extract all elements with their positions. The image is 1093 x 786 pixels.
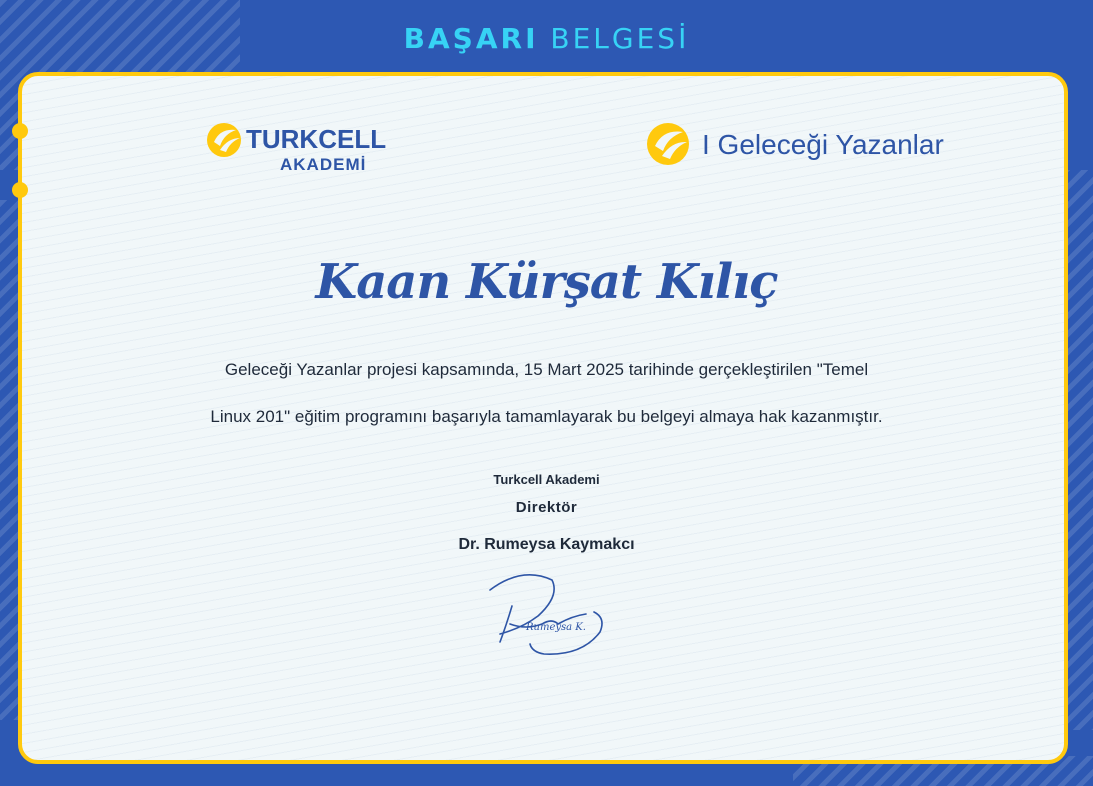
certificate-heading — [0, 22, 1093, 55]
signature-scribble-text: Rumeysa K. — [526, 622, 586, 633]
description-line-2: Linux 201" eğitim programını başarıyla tamamlayarak bu belgeyi almaya hak kazanmıştır. — [210, 407, 883, 426]
signatory-name: Dr. Rumeysa Kaymakcı — [458, 536, 635, 553]
turkcell-leaf-icon — [647, 123, 689, 165]
heading-bold: BAŞARI — [403, 22, 539, 55]
gelecegi-yazanlar-logo — [646, 120, 966, 168]
turkcell-leaf-icon — [207, 123, 241, 157]
logo-gelecegi-yazanlar-text: I Geleceği Yazanlar — [702, 129, 944, 160]
decorative-dot — [12, 123, 28, 139]
turkcell-akademi-logo — [206, 118, 396, 176]
logo-akademi-text: AKADEMİ — [280, 155, 367, 174]
signatory-title: Direktör — [515, 499, 578, 516]
logo-turkcell-text: TURKCELL — [246, 124, 387, 154]
certificate-description — [150, 346, 943, 440]
description-line-1: Geleceği Yazanlar projesi kapsamında, 15 Mart 2025 tarihinde gerçekleştirilen "Temel — [224, 360, 869, 379]
heading-light: BELGESİ — [550, 22, 690, 55]
signature-image — [482, 566, 622, 666]
recipient-name: Kaan Kürşat Kılıç — [315, 254, 778, 310]
signatory-organization: Turkcell Akademi — [493, 472, 600, 487]
decorative-dot — [12, 182, 28, 198]
